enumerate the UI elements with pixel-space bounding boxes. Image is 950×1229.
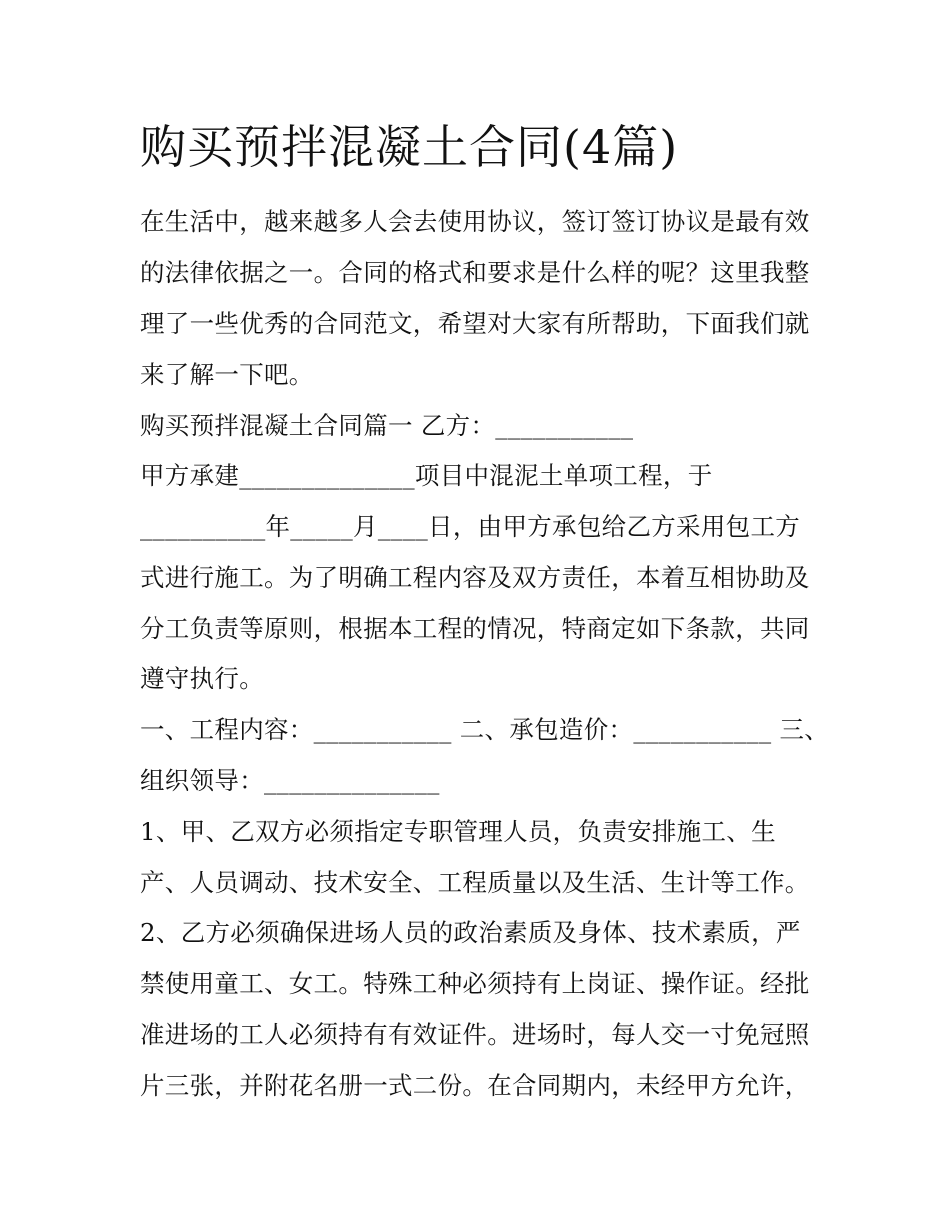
paragraph-line: 片三张，并附花名册一式二份。在合同期内，未经甲方允许，: [140, 1071, 810, 1100]
paragraph-line: 在生活中，越来越多人会去使用协议，签订签订协议是最有效: [140, 207, 810, 236]
paragraph-line: 组织领导：______________: [140, 766, 440, 795]
paragraph-line: 甲方承建______________项目中混泥土单项工程，于: [140, 461, 713, 490]
paragraph-line: 一、工程内容：___________ 二、承包造价：___________ 三、: [140, 715, 830, 744]
paragraph-line: 来了解一下吧。: [140, 360, 314, 389]
paragraph-line: __________年_____月____日，由甲方承包给乙方采用包工方: [140, 512, 801, 541]
paragraph-line: 的法律依据之一。合同的格式和要求是什么样的呢？这里我整: [140, 258, 810, 287]
paragraph-line: 禁使用童工、女工。特殊工种必须持有上岗证、操作证。经批: [140, 969, 810, 998]
paragraph-line: 准进场的工人必须持有有效证件。进场时，每人交一寸免冠照: [140, 1020, 810, 1049]
document-title: 购买预拌混凝土合同(4篇): [140, 120, 679, 174]
paragraph-line: 产、人员调动、技术安全、工程质量以及生活、生计等工作。: [140, 868, 810, 897]
paragraph-line: 2、乙方必须确保进场人员的政治素质及身体、技术素质，严: [140, 918, 801, 947]
paragraph-line: 分工负责等原则，根据本工程的情况，特商定如下条款，共同: [140, 614, 810, 643]
paragraph-line: 遵守执行。: [140, 664, 264, 693]
paragraph-line: 式进行施工。为了明确工程内容及双方责任，本着互相协助及: [140, 563, 810, 592]
paragraph-line: 理了一些优秀的合同范文，希望对大家有所帮助，下面我们就: [140, 309, 810, 338]
paragraph-line: 购买预拌混凝土合同篇一 乙方：___________: [140, 411, 634, 440]
paragraph-line: 1、甲、乙双方必须指定专职管理人员，负责安排施工、生: [140, 817, 776, 846]
